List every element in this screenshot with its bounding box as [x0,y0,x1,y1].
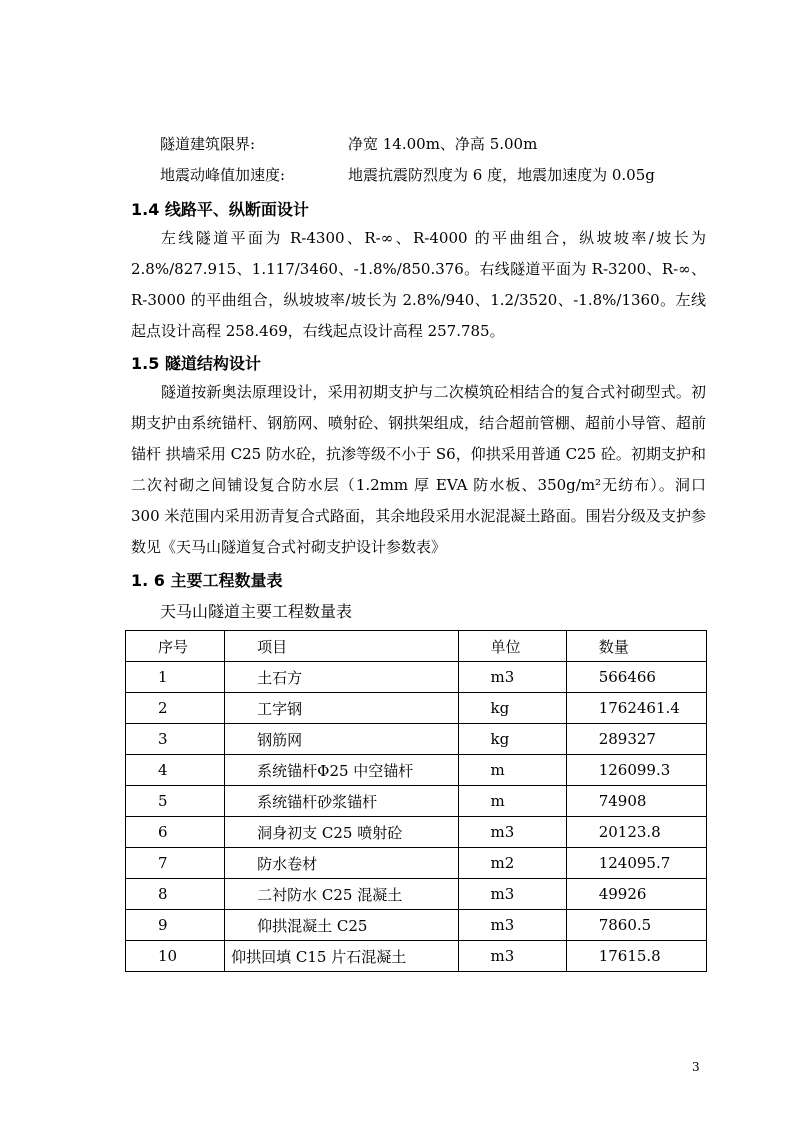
table-row [126,941,707,972]
cell-quantity: 7860.5 [566,910,706,941]
cell-unit: m3 [458,910,566,941]
cell-unit: m3 [458,879,566,910]
cell-unit: m3 [458,817,566,848]
cell-item: 土石方 [225,662,458,693]
cell-item: 防水卷材 [225,848,458,879]
cell-quantity: 49926 [566,879,706,910]
cell-index: 8 [126,879,225,910]
table-row [126,879,707,910]
quantity-table [125,630,707,972]
cell-index: 9 [126,910,225,941]
cell-index: 1 [126,662,225,693]
cell-index: 2 [126,693,225,724]
spec-value-seismic: 地震抗震防烈度为 6 度，地震加速度为 0.05g [348,166,655,184]
table-row [126,662,707,693]
table-row [126,848,707,879]
cell-index: 3 [126,724,225,755]
cell-unit: m [458,786,566,817]
cell-index: 7 [126,848,225,879]
table-row [126,786,707,817]
cell-unit: m [458,755,566,786]
cell-unit: kg [458,724,566,755]
header-index: 序号 [126,631,225,662]
table-row [126,755,707,786]
cell-unit: m3 [458,662,566,693]
spec-value-clearance: 净宽 14.00m、净高 5.00m [348,135,538,153]
cell-item: 系统锚杆砂浆锚杆 [225,786,458,817]
cell-index: 5 [126,786,225,817]
cell-item: 工字钢 [225,693,458,724]
section-heading-1-4: 1.4 线路平、纵断面设计 [131,200,309,219]
table-header-row [126,631,707,662]
table-row [126,910,707,941]
cell-item: 系统锚杆Φ25 中空锚杆 [225,755,458,786]
section-paragraph-1-5 [131,377,706,563]
header-item: 项目 [225,631,458,662]
cell-item: 洞身初支 C25 喷射砼 [225,817,458,848]
section-heading-1-6: 1. 6 主要工程数量表 [131,571,283,590]
cell-quantity: 126099.3 [566,755,706,786]
cell-item: 仰拱混凝土 C25 [225,910,458,941]
spec-label-clearance: 隧道建筑限界: [160,135,256,153]
cell-item: 二衬防水 C25 混凝土 [225,879,458,910]
paragraph-text: 隧道按新奥法原理设计，采用初期支护与二次模筑砼相结合的复合式衬砌型式。初期支护由系统锚杆、钢筋网、喷射砼、钢拱架组成，结合超前管棚、超前小导管、超前锚杆 拱墙采用 C25 防水砼，抗渗等级不小于 S6，仰拱采用普通 C25 砼。初期支护和二次衬砌之间铺设复合防水层（1.2mm 厚 EVA 防水板、350g/m²无纺布）。洞口 300 米范围内采用沥青复合式路面，其余地段采用水泥混凝土路面。围岩分级及支护参数见《天马山隧道复合式衬砌支护设计参数表》 [131,383,706,556]
cell-quantity: 20123.8 [566,817,706,848]
cell-unit: kg [458,693,566,724]
paragraph-text: 左线隧道平面为 R-4300、R-∞、R-4000 的平曲组合，纵坡坡率/坡长为 2.8%/827.915、1.117/3460、-1.8%/850.376。右线隧道平面为 R-3200、R-∞、R-3000 的平曲组合，纵坡坡率/坡长为 2.8%/940、1.2/3520、-1.8%/1360。左线起点设计高程 258.469，右线起点设计高程 257.785。 [131,229,706,340]
page-number: 3 [692,1060,700,1074]
table-row [126,817,707,848]
table-row [126,693,707,724]
cell-index: 10 [126,941,225,972]
table-caption: 天马山隧道主要工程数量表 [160,602,353,621]
cell-index: 4 [126,755,225,786]
table-row [126,724,707,755]
cell-item: 仰拱回填 C15 片石混凝土 [225,941,458,972]
cell-quantity: 74908 [566,786,706,817]
cell-unit: m3 [458,941,566,972]
cell-index: 6 [126,817,225,848]
cell-quantity: 566466 [566,662,706,693]
header-unit: 单位 [458,631,566,662]
spec-label-seismic: 地震动峰值加速度: [160,166,286,184]
cell-quantity: 1762461.4 [566,693,706,724]
cell-quantity: 124095.7 [566,848,706,879]
section-heading-1-5: 1.5 隧道结构设计 [131,354,261,373]
cell-quantity: 17615.8 [566,941,706,972]
cell-item: 钢筋网 [225,724,458,755]
cell-unit: m2 [458,848,566,879]
section-paragraph-1-4 [131,223,706,347]
cell-quantity: 289327 [566,724,706,755]
header-quantity: 数量 [566,631,706,662]
